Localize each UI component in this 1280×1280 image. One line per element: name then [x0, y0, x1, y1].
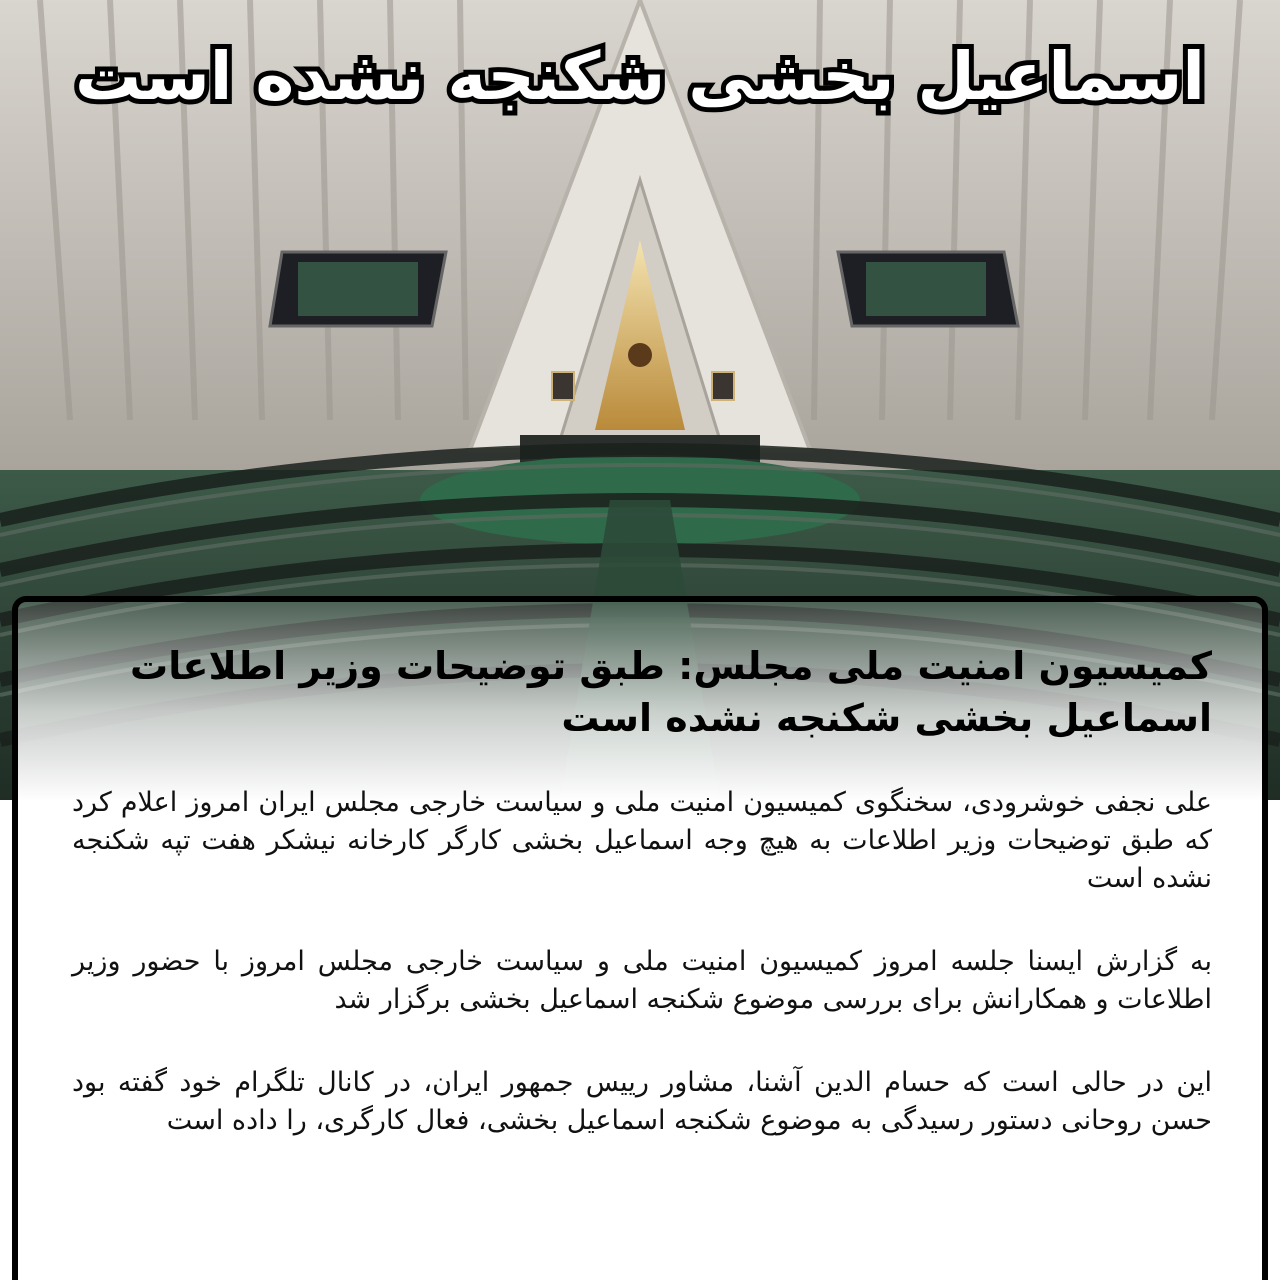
article-title: کمیسیون امنیت ملی مجلس: طبق توضیحات وزیر اطلاعات اسماعیل بخشی شکنجه نشده است	[130, 644, 1212, 740]
article-paragraph: این در حالی است که حسام الدین آشنا، مشاور رییس جمهور ایران، در کانال تلگرام خود گفته بود حسن روحانی دستور رسیدگی به موضوع شکنجه اسماعیل بخشی، فعال کارگری، را داده است	[72, 1067, 1212, 1136]
headline: اسماعیل بخشی شکنجه نشده است	[75, 38, 1205, 115]
article-paragraph: علی نجفی خوشرودی، سخنگوی کمیسیون امنیت ملی و سیاست خارجی مجلس ایران امروز اعلام کرد که طبق توضیحات وزیر اطلاعات به هیچ وجه اسماعیل بخشی کارگر کارخانه نیشکر هفت تپه شکنجه نشده است	[72, 787, 1212, 894]
article-paragraph: به گزارش ایسنا جلسه امروز کمیسیون امنیت ملی و سیاست خارجی مجلس امروز با حضور وزیر اطلاعات و همکارانش برای بررسی موضوع شکنجه اسماعیل بخشی برگزار شد	[72, 946, 1212, 1015]
article-card	[12, 596, 1268, 1280]
article-body	[72, 784, 1212, 1185]
